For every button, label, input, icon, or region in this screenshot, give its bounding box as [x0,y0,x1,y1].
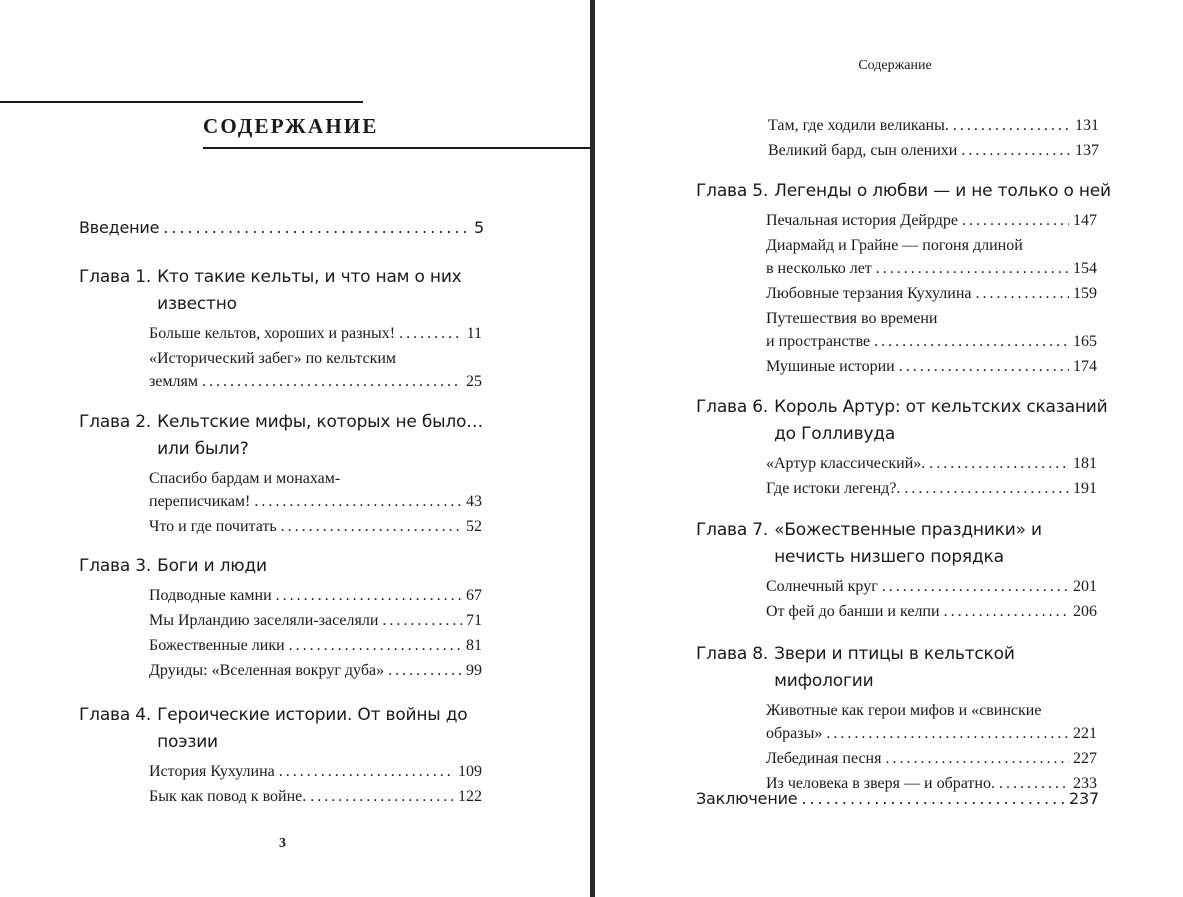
toc-section[interactable] [149,347,482,393]
section-page: 71 [466,612,482,629]
chapter-title: Боги и люди [157,556,267,576]
toc-section[interactable] [768,139,1099,162]
section-label: Там, где ходили великаны. [768,117,949,134]
section-page: 201 [1073,578,1097,595]
section-label: Из человека в зверя — и обратно. [766,775,995,792]
section-list [149,760,482,808]
leader-dots [163,216,470,239]
section-page: 154 [1073,260,1097,277]
toc-page-number: 5 [474,218,484,237]
chapter-heading[interactable] [79,702,499,756]
chapter-number: Глава 3. [79,556,152,576]
toc-section[interactable] [149,609,482,632]
section-list [149,584,482,682]
section-label: Солнечный круг [766,578,878,595]
leader-dots [388,659,462,682]
toc-section[interactable] [768,114,1099,137]
section-label-first-line: Животные как герои мифов и «свинские [766,702,1042,719]
toc-section[interactable] [766,452,1097,475]
chapter-title: Героические истории. От войны до поэзии [157,705,468,752]
toc-section[interactable] [149,322,482,345]
page-number: 3 [279,836,286,851]
section-list [149,467,482,538]
chapter-number: Глава 2. [79,412,152,432]
toc-section[interactable] [766,209,1097,232]
leader-dots [801,787,1065,810]
leader-dots [975,282,1069,305]
chapter-number: Глава 5. [696,181,769,201]
toc-entry-intro[interactable] [79,216,484,239]
section-label: образы» [766,725,823,742]
toc-page-number: 237 [1069,789,1099,808]
chapter-heading[interactable] [79,409,499,463]
toc-section[interactable] [149,515,482,538]
toc-section[interactable] [766,575,1097,598]
leader-dots [961,139,1071,162]
section-page: 159 [1073,285,1097,302]
section-page: 25 [466,373,482,390]
section-label: Печальная история Дейрдре [766,212,959,229]
toc-section[interactable] [766,355,1097,378]
toc-section[interactable] [766,234,1097,280]
leader-dots [929,452,1069,475]
toc-section[interactable] [766,699,1097,745]
chapter-heading[interactable] [696,394,1116,448]
continued-section-list [768,114,1099,164]
section-label: землям [149,373,199,390]
toc-section[interactable] [149,584,482,607]
leader-dots [276,584,462,607]
leader-dots [254,490,462,513]
section-list [766,209,1097,378]
toc-section[interactable] [766,282,1097,305]
section-label: Подводные камни [149,587,272,604]
top-rule [0,101,363,103]
right-page [597,0,1183,897]
chapter-heading[interactable] [696,641,1116,695]
section-page: 165 [1073,333,1097,350]
chapter-7 [696,517,1116,625]
section-label: Бык как повод к войне. [149,788,307,805]
toc-section[interactable] [149,634,482,657]
chapter-title: Легенды о любви — и не только о ней [774,181,1111,201]
section-label: Что и где почитать [149,518,277,535]
section-label: переписчикам! [149,493,251,510]
chapter-heading[interactable] [79,264,499,318]
section-label: От фей до банши и келпи [766,603,940,620]
toc-section[interactable] [149,785,482,808]
chapter-number: Глава 8. [696,644,769,664]
leader-dots [289,634,462,657]
chapter-title: Звери и птицы в кельтской мифологии [774,644,1015,691]
section-label: Мы Ирландию заселяли-заселяли [149,612,379,629]
toc-section[interactable] [149,659,482,682]
section-page: 67 [466,587,482,604]
chapter-number: Глава 4. [79,705,152,725]
toc-section[interactable] [766,600,1097,623]
chapter-title: Кельтские мифы, которых не было… или были? [157,412,484,459]
section-page: 52 [466,518,482,535]
toc-section[interactable] [149,760,482,783]
section-page: 233 [1073,775,1097,792]
chapter-number: Глава 7. [696,520,769,540]
leader-dots [885,747,1069,770]
running-head: Содержание [858,58,932,73]
section-page: 131 [1075,117,1099,134]
section-page: 99 [466,662,482,679]
section-page: 191 [1073,480,1097,497]
section-label-first-line: Спасибо бардам и монахам- [149,470,341,487]
page-title: СОДЕРЖАНИЕ [203,114,379,138]
section-page: 11 [466,325,482,342]
section-label: Больше кельтов, хороших и разных! [149,325,396,342]
toc-section[interactable] [149,467,482,513]
leader-dots [876,257,1069,280]
leader-dots [310,785,454,808]
chapter-4 [79,702,499,810]
leader-dots [953,114,1071,137]
section-page: 43 [466,493,482,510]
section-page: 81 [466,637,482,654]
leader-dots [279,760,454,783]
left-page [0,0,590,897]
chapter-2 [79,409,499,540]
section-label: Лебединая песня [766,750,882,767]
section-page: 174 [1073,358,1097,375]
section-label-first-line: Диармайд и Грайне — погоня длиной [766,237,1023,254]
section-page: 227 [1073,750,1097,767]
leader-dots [899,355,1069,378]
chapter-title: «Божественные праздники» и нечисть низшего порядка [774,520,1042,567]
section-label: в несколько лет [766,260,872,277]
section-page: 137 [1075,142,1099,159]
chapter-title: Король Артур: от кельтских сказаний до Голливуда [774,397,1108,444]
chapter-title: Кто такие кельты, и что нам о них известно [157,267,462,314]
toc-entry-label: Введение [79,218,160,237]
leader-dots [281,515,462,538]
section-label: Великий бард, сын оленихи [768,142,958,159]
chapter-6 [696,394,1116,502]
chapter-heading[interactable] [696,517,1116,571]
leader-dots [904,477,1069,500]
section-list [149,322,482,393]
leader-dots [962,209,1069,232]
section-label: и пространстве [766,333,871,350]
section-page: 109 [458,763,482,780]
chapter-5 [696,178,1116,380]
toc-section[interactable] [766,477,1097,500]
chapter-heading[interactable] [79,553,499,580]
toc-section[interactable] [766,747,1097,770]
section-label-first-line: «Исторический забег» по кельтским [149,350,397,367]
section-label: Божественные лики [149,637,285,654]
section-label: История Кухулина [149,763,275,780]
section-label: «Артур классический». [766,455,926,472]
chapter-number: Глава 1. [79,267,152,287]
section-label-first-line: Путешествия во времени [766,310,938,327]
section-page: 147 [1073,212,1097,229]
book-gutter [590,0,595,897]
leader-dots [874,330,1069,353]
section-label: Любовные терзания Кухулина [766,285,972,302]
section-list [766,575,1097,623]
section-label: Где истоки легенд?. [766,480,901,497]
section-list [766,452,1097,500]
section-label: Мушиные истории [766,358,895,375]
chapter-3 [79,553,499,684]
chapter-heading[interactable] [696,178,1116,205]
chapter-number: Глава 6. [696,397,769,417]
section-label: Друиды: «Вселенная вокруг дуба» [149,662,385,679]
toc-entry-label: Заключение [696,789,798,808]
leader-dots [202,370,462,393]
leader-dots [399,322,463,345]
title-rule [203,147,590,149]
leader-dots [382,609,462,632]
section-list [766,699,1097,795]
section-page: 221 [1073,725,1097,742]
leader-dots [882,575,1069,598]
toc-entry-conclusion[interactable] [696,787,1099,810]
chapter-8 [696,641,1116,797]
section-page: 181 [1073,455,1097,472]
leader-dots [944,600,1069,623]
leader-dots [826,722,1069,745]
toc-section[interactable] [766,307,1097,353]
section-page: 206 [1073,603,1097,620]
chapter-1 [79,264,499,395]
section-page: 122 [458,788,482,805]
